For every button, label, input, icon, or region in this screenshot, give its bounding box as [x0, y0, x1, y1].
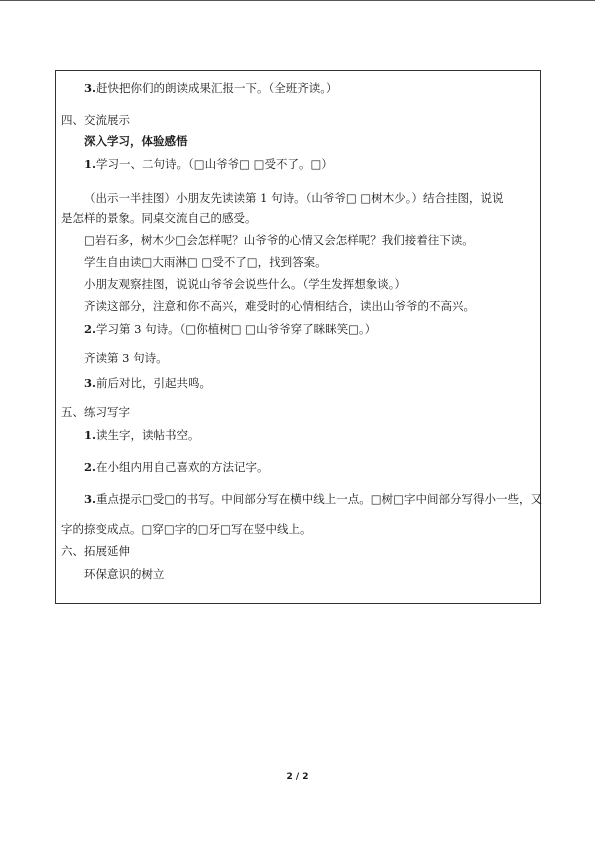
deep-study-heading: 深入学习，体验感悟	[84, 134, 188, 148]
item-2-study: 2.学习第 3 句诗。（□你植树□ □山爷爷穿了眯眯笑□。）	[84, 322, 377, 336]
item-3-compare: 3.前后对比，引起共鸣。	[84, 376, 212, 390]
section-4-heading: 四、交流展示	[61, 113, 130, 127]
paragraph-line: 小朋友观察挂图，说说山爷爷会说些什么。（学生发挥想象谈。）	[84, 277, 406, 291]
header-rule	[0, 0, 595, 1]
item-1-writing: 1.读生字，读帖书空。	[84, 428, 200, 442]
paragraph-line: 环保意识的树立	[84, 567, 165, 581]
item-2-writing: 2.在小组内用自己喜欢的方法记字。	[84, 460, 269, 474]
page-number: 2 / 2	[286, 772, 309, 782]
item-3-writing: 3.重点提示□受□的书写。中间部分写在横中线上一点。□树□字中间部分写得小一些，又	[84, 492, 542, 506]
paragraph-line: 齐读第 3 句诗。	[84, 351, 168, 365]
section-6-heading: 六、拓展延伸	[61, 544, 130, 558]
section-5-heading: 五、练习写字	[61, 405, 130, 419]
paragraph-line: 学生自由读□大雨淋□ □受不了□，找到答案。	[84, 255, 327, 269]
paragraph-line: 齐读这部分，注意和你不高兴，难受时的心情相结合，读出山爷爷的不高兴。	[84, 299, 475, 313]
paragraph-line: 字的捺变成点。□穿□字的□牙□写在竖中线上。	[61, 522, 312, 536]
paragraph-line: 是怎样的景象。同桌交流自己的感受。	[61, 211, 257, 225]
item-3-report: 3.赶快把你们的朗读成果汇报一下。（全班齐读。）	[84, 81, 338, 95]
item-1-study: 1.学习一、二句诗。（□山爷爷□ □受不了。□）	[84, 157, 333, 171]
paragraph-line: （出示一半挂图）小朋友先读读第 1 句诗。（山爷爷□ □树木少。）结合挂图，说说	[84, 191, 504, 205]
paragraph-line: □岩石多，树木少□会怎样呢？山爷爷的心情又会怎样呢？我们接着往下读。	[84, 233, 474, 247]
lesson-table-frame	[55, 70, 541, 604]
